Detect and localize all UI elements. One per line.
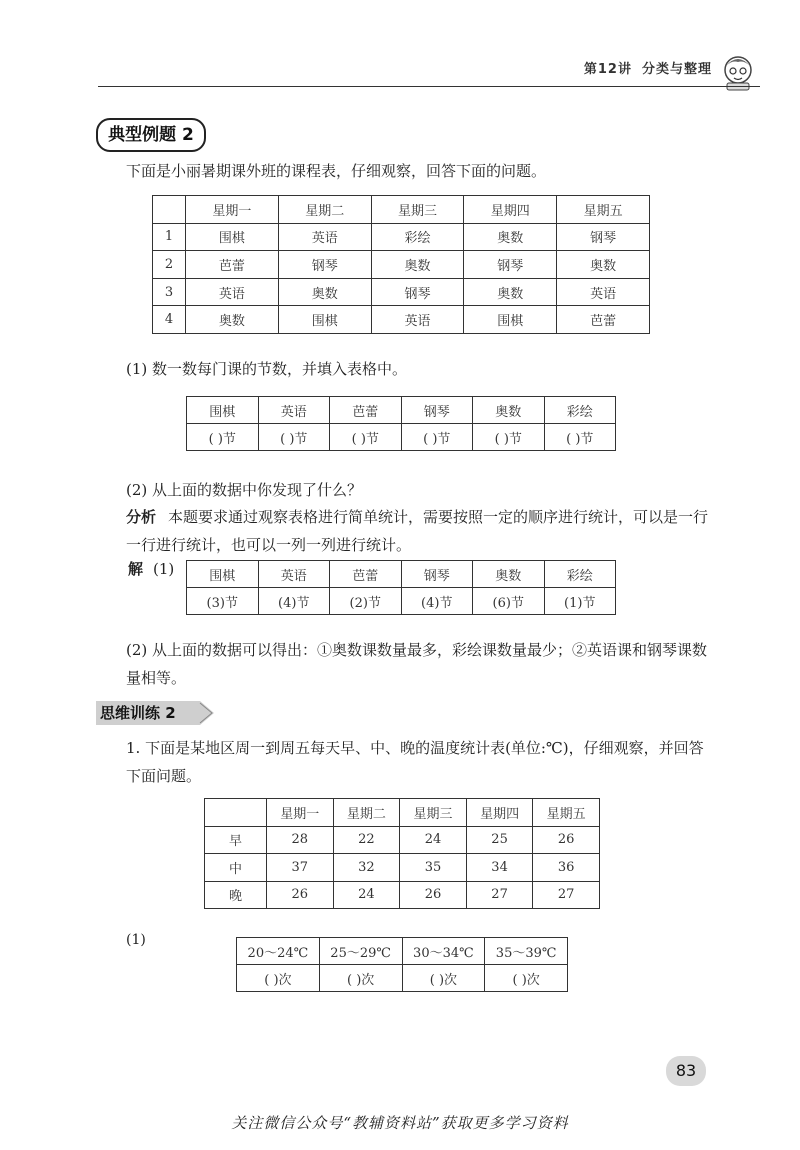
table-cell: 星期五 bbox=[557, 196, 650, 224]
table-row bbox=[153, 306, 650, 334]
table-cell: 钢琴 bbox=[401, 397, 473, 424]
table-header-row bbox=[237, 938, 568, 965]
table-cell: 英语 bbox=[557, 278, 650, 306]
table-cell: 4 bbox=[153, 306, 186, 334]
table-cell: 围棋 bbox=[186, 223, 279, 251]
sub-question-1: (1) bbox=[126, 932, 146, 948]
table-cell: 奥数 bbox=[371, 251, 464, 279]
table-row bbox=[205, 826, 600, 854]
count-table bbox=[186, 396, 616, 451]
answer-blank[interactable]: ( )节 bbox=[473, 424, 545, 451]
table-cell: 奥数 bbox=[464, 223, 557, 251]
table-cell: 25～29℃ bbox=[319, 938, 402, 965]
table-row bbox=[237, 965, 568, 992]
table-cell: 26 bbox=[533, 826, 600, 854]
table-cell: 奥数 bbox=[473, 397, 545, 424]
table-cell: 围棋 bbox=[187, 561, 259, 588]
table-cell: 钢琴 bbox=[401, 561, 473, 588]
table-cell: 钢琴 bbox=[464, 251, 557, 279]
table-row bbox=[187, 424, 616, 451]
answer-table bbox=[186, 560, 616, 615]
table-cell: 37 bbox=[267, 854, 334, 882]
table-cell: 35～39℃ bbox=[485, 938, 568, 965]
table-cell: 钢琴 bbox=[557, 223, 650, 251]
page-number: 83 bbox=[666, 1056, 706, 1086]
table-cell: 彩绘 bbox=[371, 223, 464, 251]
table-cell: 芭蕾 bbox=[186, 251, 279, 279]
table-cell: 22 bbox=[333, 826, 400, 854]
table-cell: 英语 bbox=[258, 397, 330, 424]
table-cell: 36 bbox=[533, 854, 600, 882]
table-cell: 奥数 bbox=[278, 278, 371, 306]
table-cell: 奥数 bbox=[557, 251, 650, 279]
table-cell: (1)节 bbox=[544, 588, 616, 615]
table-cell: 星期一 bbox=[186, 196, 279, 224]
answer-blank[interactable]: ( )次 bbox=[237, 965, 320, 992]
analysis-text: 本题要求通过观察表格进行简单统计，需要按照一定的顺序进行统计，可以是一行一行进行统计，也可以一列一列进行统计。 bbox=[126, 508, 709, 554]
table-row bbox=[153, 251, 650, 279]
analysis-label: 分析 bbox=[126, 508, 157, 526]
table-cell: 奥数 bbox=[186, 306, 279, 334]
answer-blank[interactable]: ( )节 bbox=[330, 424, 402, 451]
table-cell: 钢琴 bbox=[371, 278, 464, 306]
schedule-table bbox=[152, 195, 650, 334]
table-row bbox=[205, 881, 600, 909]
table-cell: 奥数 bbox=[473, 561, 545, 588]
table-row bbox=[153, 278, 650, 306]
table-cell: 34 bbox=[466, 854, 533, 882]
answer-blank[interactable]: ( )次 bbox=[319, 965, 402, 992]
table-cell: 26 bbox=[267, 881, 334, 909]
table-cell: (4)节 bbox=[258, 588, 330, 615]
table-cell: 彩绘 bbox=[544, 561, 616, 588]
table-cell: 英语 bbox=[186, 278, 279, 306]
table-cell: 27 bbox=[466, 881, 533, 909]
table-cell: 芭蕾 bbox=[330, 397, 402, 424]
range-table bbox=[236, 937, 568, 992]
table-cell: (6)节 bbox=[473, 588, 545, 615]
table-header-row bbox=[205, 799, 600, 827]
header-rule bbox=[98, 86, 760, 87]
table-header-row bbox=[187, 397, 616, 424]
table-cell: 1 bbox=[153, 223, 186, 251]
lecture-topic: 分类与整理 bbox=[641, 62, 712, 77]
table-cell: 晚 bbox=[205, 881, 267, 909]
table-cell: 英语 bbox=[371, 306, 464, 334]
answer-blank[interactable]: ( )节 bbox=[187, 424, 259, 451]
table-cell: (4)节 bbox=[401, 588, 473, 615]
answer-blank[interactable]: ( )次 bbox=[485, 965, 568, 992]
table-cell: 26 bbox=[400, 881, 467, 909]
table-cell: 星期四 bbox=[466, 799, 533, 827]
answer-blank[interactable]: ( )节 bbox=[401, 424, 473, 451]
table-cell: 20～24℃ bbox=[237, 938, 320, 965]
answer-blank[interactable]: ( )节 bbox=[258, 424, 330, 451]
table-cell: 围棋 bbox=[278, 306, 371, 334]
table-header-row bbox=[187, 561, 616, 588]
answer-label: 解 bbox=[128, 560, 144, 578]
running-header bbox=[574, 58, 712, 77]
table-cell: 星期一 bbox=[267, 799, 334, 827]
table-cell: 27 bbox=[533, 881, 600, 909]
table-cell: 奥数 bbox=[464, 278, 557, 306]
table-row bbox=[205, 854, 600, 882]
table-cell: 25 bbox=[466, 826, 533, 854]
table-cell: 钢琴 bbox=[278, 251, 371, 279]
answer-tag bbox=[128, 558, 174, 579]
table-row bbox=[187, 588, 616, 615]
table-cell: 3 bbox=[153, 278, 186, 306]
table-cell: 芭蕾 bbox=[330, 561, 402, 588]
table-cell bbox=[153, 196, 186, 224]
table-cell: 围棋 bbox=[187, 397, 259, 424]
table-header-row bbox=[153, 196, 650, 224]
answer-2: (2) 从上面的数据可以得出：①奥数课数量最多，彩绘课数量最少；②英语课和钢琴课数量相等。 bbox=[126, 641, 708, 687]
table-cell: 星期四 bbox=[464, 196, 557, 224]
answer-blank[interactable]: ( )节 bbox=[544, 424, 616, 451]
table-cell: 32 bbox=[333, 854, 400, 882]
temperature-table bbox=[204, 798, 600, 909]
table-cell: 星期二 bbox=[333, 799, 400, 827]
table-cell: 彩绘 bbox=[544, 397, 616, 424]
lecture-number: 第12讲 bbox=[583, 62, 632, 77]
answer-part: (1) bbox=[153, 560, 175, 578]
table-cell: 30～34℃ bbox=[402, 938, 485, 965]
practice-label: 思维训练 2 bbox=[100, 704, 176, 722]
table-cell: 35 bbox=[400, 854, 467, 882]
table-cell: 星期二 bbox=[278, 196, 371, 224]
table-cell: 星期五 bbox=[533, 799, 600, 827]
answer-blank[interactable]: ( )次 bbox=[402, 965, 485, 992]
table-cell: 芭蕾 bbox=[557, 306, 650, 334]
table-cell: 24 bbox=[400, 826, 467, 854]
table-cell: 早 bbox=[205, 826, 267, 854]
example-intro: 下面是小丽暑期课外班的课程表，仔细观察，回答下面的问题。 bbox=[126, 162, 547, 180]
question-1: (1) 数一数每门课的节数，并填入表格中。 bbox=[126, 360, 408, 378]
table-cell: 24 bbox=[333, 881, 400, 909]
question-2: (2) 从上面的数据中你发现了什么？ bbox=[126, 481, 363, 499]
table-cell: 中 bbox=[205, 854, 267, 882]
table-cell: 28 bbox=[267, 826, 334, 854]
table-cell: (2)节 bbox=[330, 588, 402, 615]
table-cell: (3)节 bbox=[187, 588, 259, 615]
table-cell: 2 bbox=[153, 251, 186, 279]
table-row bbox=[153, 223, 650, 251]
table-cell: 星期三 bbox=[400, 799, 467, 827]
table-cell: 英语 bbox=[278, 223, 371, 251]
table-cell bbox=[205, 799, 267, 827]
footer-watermark: 关注微信公众号“教辅资料站”获取更多学习资料 bbox=[231, 1114, 569, 1132]
table-cell: 英语 bbox=[258, 561, 330, 588]
analysis bbox=[126, 503, 716, 559]
example-label: 典型例题 2 bbox=[96, 118, 206, 152]
table-cell: 围棋 bbox=[464, 306, 557, 334]
practice-question-1: 1. 下面是某地区周一到周五每天早、中、晚的温度统计表(单位:℃)，仔细观察，并回答下面问题。 bbox=[126, 739, 704, 785]
table-cell: 星期三 bbox=[371, 196, 464, 224]
